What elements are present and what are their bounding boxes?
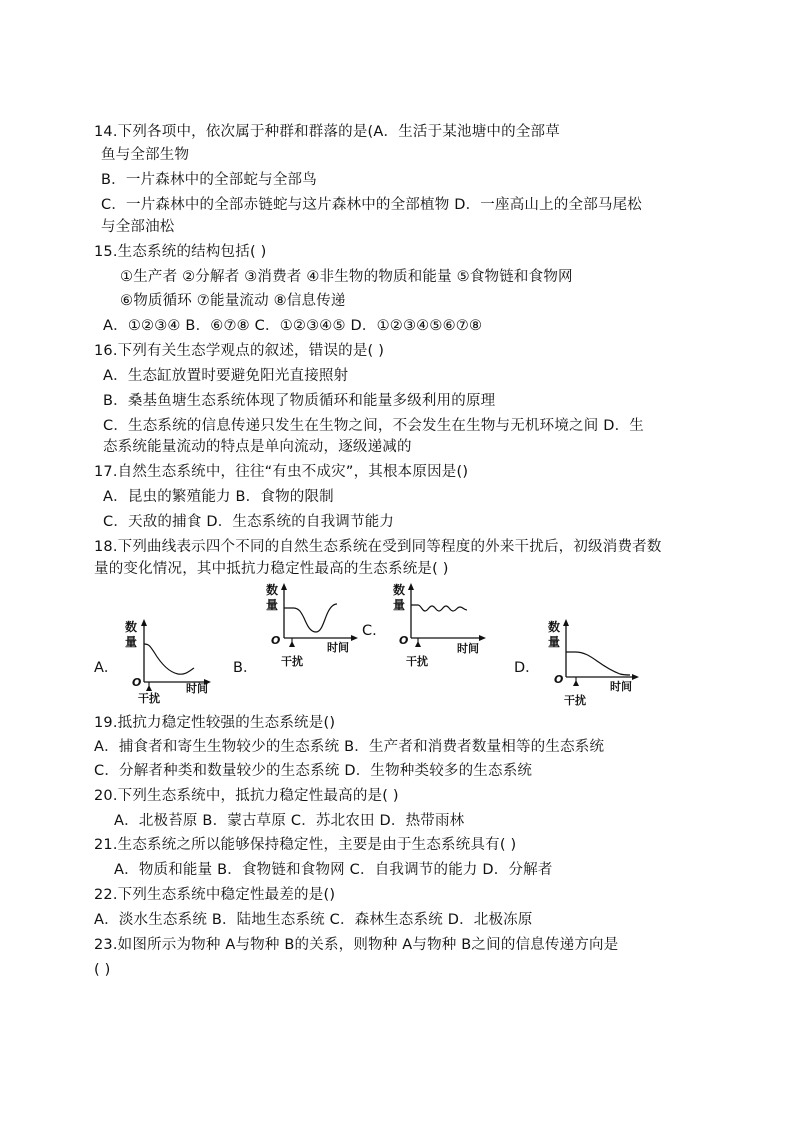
q21-options: A．物质和能量 B．食物链和食物网 C．自我调节的能力 D．分解者 <box>114 862 553 878</box>
graph-d-y-label-1: 数 <box>548 620 561 634</box>
q18-graph-a <box>116 616 216 710</box>
q23-stem: 23.如图所示为物种 A与物种 B的关系，则物种 A与物种 B之间的信息传递方向是 <box>94 937 619 953</box>
q20-options: A．北极苔原 B．蒙古草原 C．苏北农田 D．热带雨林 <box>114 813 465 829</box>
graph-c-curve <box>411 605 467 611</box>
graph-a-disturb-arrow <box>146 685 152 691</box>
graph-a-origin: O <box>132 676 142 689</box>
graph-b-y-arrow <box>281 583 287 590</box>
graph-b-y-label-2: 量 <box>266 598 279 612</box>
q16-option-b: B．桑基鱼塘生态系统体现了物质循环和能量多级利用的原理 <box>103 393 496 409</box>
q14-line2: 鱼与全部生物 <box>101 147 190 163</box>
q20-stem: 20.下列生态系统中，抵抗力稳定性最高的是( ) <box>94 788 399 804</box>
graph-b-x-label: 时间 <box>327 641 349 654</box>
graph-c-y-arrow <box>408 583 414 590</box>
q18-label-d: D． <box>514 660 540 676</box>
q18-graph-d <box>544 616 644 712</box>
graph-d-curve <box>566 652 630 675</box>
q17-options-ab: A．昆虫的繁殖能力 B．食物的限制 <box>103 489 334 505</box>
q15-items-1: ①生产者 ②分解者 ③消费者 ④非生物的物质和能量 ⑤食物链和食物网 <box>120 269 573 285</box>
q18-stem-2: 量的变化情况，其中抵抗力稳定性最高的生态系统是( ) <box>94 561 449 577</box>
graph-d-disturb-arrow <box>573 680 579 686</box>
graph-b-origin: O <box>271 634 281 647</box>
q18-label-b: B． <box>233 660 258 676</box>
graph-a-y-label-2: 量 <box>125 635 138 649</box>
q16-option-c: C．生态系统的信息传递只发生在生物之间，不会发生在生物与无机环境之间 D．生 <box>103 418 644 434</box>
q19-options-ab: A．捕食者和寄生生物较少的生态系统 B．生产者和消费者数量相等的生态系统 <box>94 739 605 755</box>
q16-option-a: A．生态缸放置时要避免阳光直接照射 <box>103 368 349 384</box>
graph-a-curve <box>144 644 194 674</box>
graph-d-x-arrow <box>632 674 639 680</box>
q15-items-2: ⑥物质循环 ⑦能量流动 ⑧信息传递 <box>120 293 346 309</box>
graph-c-disturb-arrow <box>415 641 421 647</box>
q14-line5: 与全部油松 <box>101 219 175 235</box>
graph-c-x-arrow <box>479 635 486 641</box>
graph-c-disturb-label: 干扰 <box>406 655 428 668</box>
graph-b-curve <box>284 604 337 632</box>
graph-d-disturb-label: 干扰 <box>564 694 586 707</box>
graph-b-y-label-1: 数 <box>266 583 279 597</box>
q17-stem: 17.自然生态系统中，往往“有虫不成灾”，其根本原因是() <box>94 464 469 480</box>
q22-options: A．淡水生态系统 B．陆地生态系统 C．森林生态系统 D．北极冻原 <box>94 912 533 928</box>
graph-c-x-label: 时间 <box>457 642 479 655</box>
q16-stem: 16.下列有关生态学观点的叙述，错误的是( ) <box>94 343 385 359</box>
graph-d-origin: O <box>554 673 564 686</box>
graph-b-disturb-arrow <box>289 641 295 647</box>
graph-c-origin: O <box>399 634 409 647</box>
graph-a-x-label: 时间 <box>186 682 208 695</box>
graph-a-y-label-1: 数 <box>125 620 138 634</box>
q15-options: A．①②③④ B．⑥⑦⑧ C．①②③④⑤ D．①②③④⑤⑥⑦⑧ <box>103 318 483 334</box>
q18-graph-b <box>263 580 363 676</box>
q17-options-cd: C．天敌的捕食 D．生态系统的自我调节能力 <box>103 514 395 530</box>
graph-b-x-arrow <box>351 635 358 641</box>
q15-stem: 15.生态系统的结构包括( ) <box>94 244 267 260</box>
q16-option-d-cont: 态系统能量流动的特点是单向流动，逐级递减的 <box>103 439 412 455</box>
q14-option-b: B．一片森林中的全部蛇与全部鸟 <box>101 172 317 188</box>
q22-stem: 22.下列生态系统中稳定性最差的是() <box>94 887 336 903</box>
q19-options-cd: C．分解者种类和数量较少的生态系统 D．生物种类较多的生态系统 <box>94 763 533 779</box>
q18-label-a: A． <box>94 660 119 676</box>
q14-line1: 14.下列各项中，依次属于种群和群落的是(A．生活于某池塘中的全部草 <box>94 124 560 140</box>
graph-d-y-arrow <box>563 619 569 626</box>
graph-d-x-label: 时间 <box>610 680 632 693</box>
graph-a-disturb-label: 干扰 <box>138 692 160 705</box>
q14-option-cd: C．一片森林中的全部赤链蛇与这片森林中的全部植物 D．一座高山上的全部马尾松 <box>101 197 642 213</box>
graph-c-y-label-1: 数 <box>393 583 406 597</box>
graph-b-disturb-label: 干扰 <box>281 655 303 668</box>
graph-c-y-label-2: 量 <box>393 598 406 612</box>
graph-a-y-arrow <box>141 619 147 626</box>
q18-label-c: C. <box>362 623 377 639</box>
q18-graph-c <box>391 580 491 676</box>
q18-stem-1: 18.下列曲线表示四个不同的自然生态系统在受到同等程度的外来干扰后，初级消费者数 <box>94 539 662 555</box>
q23-paren: ( ) <box>94 962 111 978</box>
q19-stem: 19.抵抗力稳定性较强的生态系统是() <box>94 715 336 731</box>
graph-d-y-label-2: 量 <box>548 635 561 649</box>
q21-stem: 21.生态系统之所以能够保持稳定性，主要是由于生态系统具有( ) <box>94 837 517 853</box>
